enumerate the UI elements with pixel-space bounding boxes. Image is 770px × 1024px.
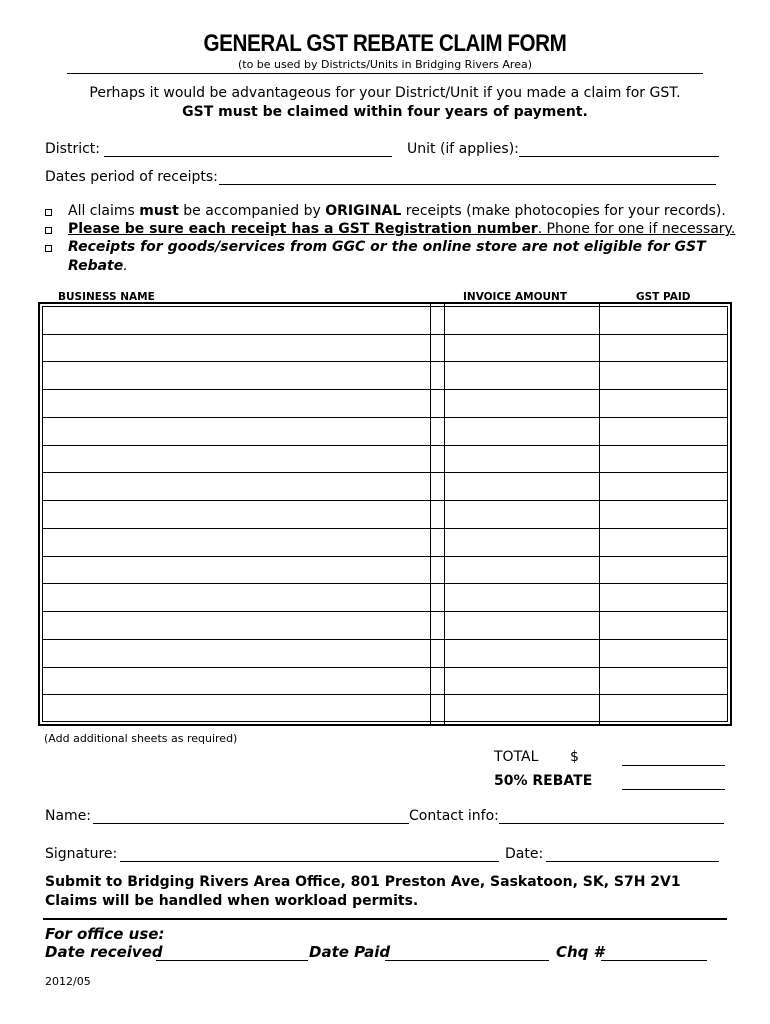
unit-label: Unit (if applies): [407, 141, 519, 157]
table-row-line [42, 334, 728, 335]
table-row-line [42, 528, 728, 529]
table-row-line [42, 694, 728, 695]
name-label: Name: [45, 808, 92, 824]
bullet-box-icon [45, 245, 52, 252]
signature-label: Signature: [45, 846, 118, 862]
intro-text: Perhaps it would be advantageous for your District/Unit if you made a claim for GST. [89, 85, 681, 101]
col-gst-paid: GST PAID [636, 291, 691, 303]
chq-label: Chq # [556, 943, 605, 961]
district-label: District: [45, 141, 101, 157]
signature-field[interactable] [120, 861, 499, 862]
form-version: 2012/05 [45, 975, 91, 988]
district-field[interactable] [104, 156, 392, 157]
date-paid-label: Date Paid [309, 943, 391, 961]
col-invoice-amount: INVOICE AMOUNT [463, 291, 567, 303]
contact-field[interactable] [499, 823, 724, 824]
unit-field[interactable] [519, 156, 719, 157]
bullet-gst-number: Please be sure each receipt has a GST Registration number. Phone for one if necessary. [45, 221, 745, 239]
chq-field[interactable] [601, 960, 707, 961]
table-row-line [42, 639, 728, 640]
contact-label: Contact info: [409, 808, 499, 824]
receipts-table-inner [42, 306, 728, 722]
submit-note: Claims will be handled when workload permits. [45, 893, 419, 909]
date-field[interactable] [546, 861, 719, 862]
bullet-box-icon [45, 209, 52, 216]
column-divider [444, 302, 445, 726]
table-row-line [42, 472, 728, 473]
date-received-field[interactable] [156, 960, 308, 961]
col-business-name: BUSINESS NAME [58, 291, 155, 303]
rebate-label: 50% REBATE [494, 773, 593, 789]
intro-deadline: GST must be claimed within four years of payment. [182, 104, 588, 120]
office-divider [43, 918, 727, 920]
column-divider [599, 302, 600, 726]
date-paid-field[interactable] [385, 960, 549, 961]
table-row-line [42, 611, 728, 612]
title-divider [67, 73, 703, 74]
total-label: TOTAL [494, 749, 539, 765]
table-row-line [42, 667, 728, 668]
rebate-field[interactable] [622, 789, 725, 790]
submit-address: Submit to Bridging Rivers Area Office, 801 Preston Ave, Saskatoon, SK, S7H 2V1 [45, 874, 681, 890]
dates-field[interactable] [219, 184, 716, 185]
table-row-line [42, 556, 728, 557]
form-subtitle: (to be used by Districts/Units in Bridging Rivers Area) [237, 58, 533, 71]
office-use-label: For office use: [45, 925, 165, 943]
table-row-line [42, 500, 728, 501]
table-row-line [42, 389, 728, 390]
table-row-line [42, 445, 728, 446]
table-row-line [42, 417, 728, 418]
total-field[interactable] [622, 765, 725, 766]
bullet-originals: All claims must be accompanied by ORIGINAL receipts (make photocopies for your records). [45, 203, 745, 221]
bullet-box-icon [45, 227, 52, 234]
total-currency: $ [570, 749, 579, 765]
table-row-line [42, 361, 728, 362]
column-divider [430, 302, 431, 726]
form-title: GENERAL GST REBATE CLAIM FORM [203, 30, 567, 57]
dates-label: Dates period of receipts: [45, 169, 218, 185]
name-field[interactable] [93, 823, 409, 824]
bullet-not-eligible: Receipts for goods/services from GGC or the online store are not eligible for GST Rebate. [45, 239, 745, 279]
date-label: Date: [505, 846, 544, 862]
additional-sheets-note: (Add additional sheets as required) [44, 732, 238, 745]
table-row-line [42, 583, 728, 584]
date-received-label: Date received [45, 943, 163, 961]
